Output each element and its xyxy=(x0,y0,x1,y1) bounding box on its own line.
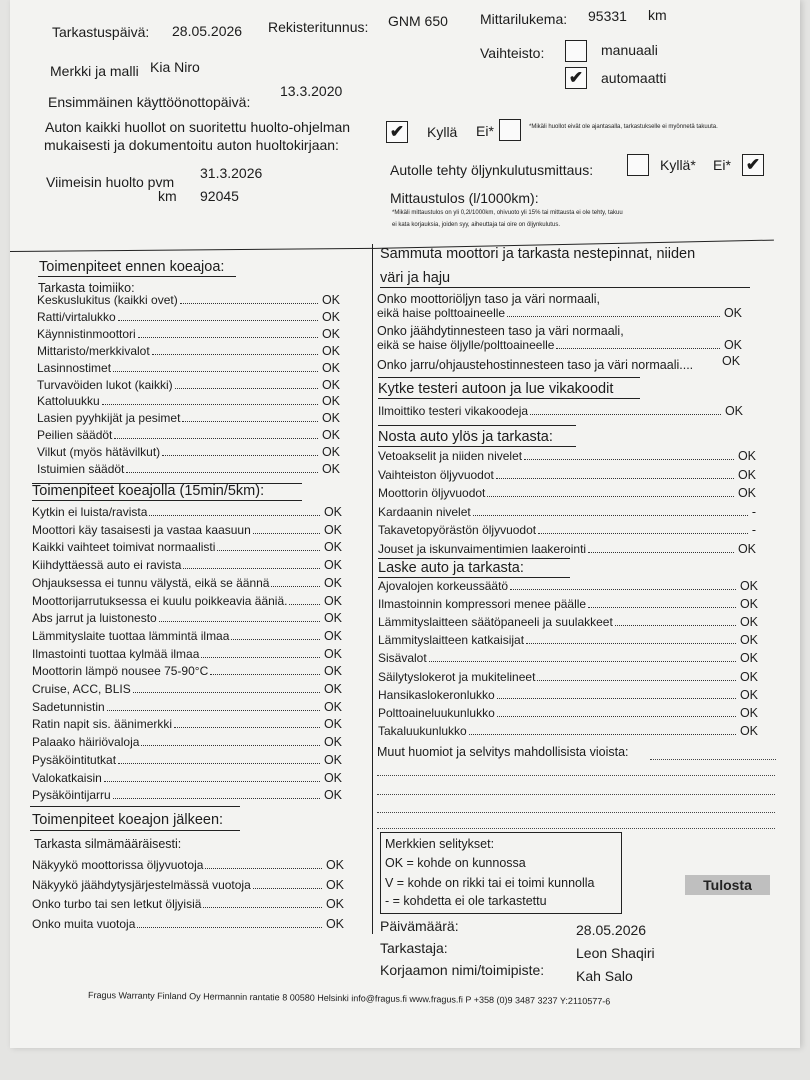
during-check-row-label: Cruise, ACC, BLIS xyxy=(32,682,131,696)
dot-leader xyxy=(137,927,322,928)
after-check-row xyxy=(32,917,344,931)
remarks-line[interactable] xyxy=(377,812,775,813)
lower-check-row-status: OK xyxy=(739,687,758,702)
service-no-checkbox[interactable] xyxy=(499,119,521,141)
after-title-underline xyxy=(30,830,240,831)
during-check-row-label: Palaako häiriövaloja xyxy=(32,735,140,750)
during-check-row-status: OK xyxy=(323,540,342,555)
lower-title-overline xyxy=(378,558,570,559)
during-check-row-status: OK xyxy=(323,752,342,767)
engine-off-title-line2: väri ja haju xyxy=(380,270,451,286)
lift-check-row-label: Jouset ja iskunvaimentimien laakerointi xyxy=(378,541,587,556)
before-check-row xyxy=(37,378,340,392)
dot-leader xyxy=(113,798,320,799)
last-service-date: 31.3.2026 xyxy=(200,165,263,181)
dot-leader xyxy=(180,303,318,304)
lower-check-row-status: OK xyxy=(739,705,758,720)
transmission-manual-label: manuaali xyxy=(601,42,658,58)
lower-title-underline xyxy=(378,577,570,578)
before-check-row-label: Vilkut (myös hätävilkut) xyxy=(37,445,161,460)
lower-check-row-label: Säilytyslokerot ja mukitelineet xyxy=(378,669,536,684)
tester-title-underline xyxy=(378,398,640,399)
during-check-row-status: OK xyxy=(323,788,342,803)
dot-leader xyxy=(429,661,736,662)
before-check-row xyxy=(37,462,340,476)
dot-leader xyxy=(133,692,320,693)
date-value: 28.05.2026 xyxy=(576,922,647,938)
dot-leader xyxy=(469,734,736,735)
transmission-label: Vaihteisto: xyxy=(480,45,545,61)
lower-check-row-status: OK xyxy=(739,723,758,738)
lift-check-row xyxy=(378,505,756,519)
oil-result-label: Mittaustulos (l/1000km): xyxy=(390,190,539,206)
print-button[interactable]: Tulosta xyxy=(685,875,770,895)
transmission-auto-checkbox[interactable]: ✔ xyxy=(565,67,587,89)
before-check-row-label: Ratti/virtalukko xyxy=(37,309,116,324)
lower-check-row xyxy=(378,688,758,702)
during-check-row xyxy=(32,647,342,661)
service-text-line2: mukaisesti ja dokumentoitu auton huoltokirjaan: xyxy=(44,137,339,153)
during-check-row-label: Ohjauksessa ei tunnu välystä, eikä se äännä xyxy=(32,575,270,590)
brake-fluid-status: OK xyxy=(722,354,741,368)
dot-leader xyxy=(182,421,318,422)
inspection-date-label: Tarkastuspäivä: xyxy=(52,24,150,40)
date-label: Päivämäärä: xyxy=(380,918,459,934)
lift-check-row xyxy=(378,486,756,500)
before-check-row xyxy=(37,428,340,442)
dot-leader xyxy=(174,727,320,728)
reg-label: Rekisteritunnus: xyxy=(268,19,369,35)
before-check-row-status: OK xyxy=(321,445,340,460)
during-check-row-status: OK xyxy=(323,717,342,732)
lower-check-row-label: Ilmastoinnin kompressori menee päälle xyxy=(378,597,587,612)
lower-check-row xyxy=(378,579,758,593)
dot-leader xyxy=(102,404,318,405)
during-check-row-status: OK xyxy=(323,682,342,696)
before-check-row-status: OK xyxy=(321,360,340,375)
remarks-line[interactable] xyxy=(377,775,775,776)
before-check-row-label: Käynnistinmoottori xyxy=(37,326,136,341)
lower-check-row-label: Lämmityslaitteen katkaisijat xyxy=(378,633,525,648)
lift-check-row-label: Vetoakselit ja niiden nivelet xyxy=(378,449,523,463)
during-check-row-status: OK xyxy=(323,770,342,785)
lower-check-row-label: Hansikaslokeronlukko xyxy=(378,687,495,702)
during-check-row-label: Kaikki vaihteet toimivat normaalisti xyxy=(32,540,216,555)
lift-check-row xyxy=(378,468,756,482)
lift-check-row-status: - xyxy=(751,504,756,519)
before-check-row xyxy=(37,361,340,375)
dot-leader xyxy=(138,337,318,338)
dot-leader xyxy=(126,472,318,473)
after-check-row-status: OK xyxy=(325,897,344,911)
remarks-line[interactable] xyxy=(377,828,775,829)
tester-row xyxy=(378,404,743,418)
during-check-row xyxy=(32,576,342,590)
during-check-row xyxy=(32,735,342,749)
lift-check-row xyxy=(378,449,756,463)
first-reg-date: 13.3.2020 xyxy=(280,83,343,99)
lift-title-underline xyxy=(378,446,576,447)
before-check-row-label: Keskuslukitus (kaikki ovet) xyxy=(37,293,178,307)
dot-leader xyxy=(107,710,320,711)
dot-leader xyxy=(487,496,734,497)
brake-fluid-question: Onko jarru/ohjaustehostinnesteen taso ja väri normaali.... xyxy=(377,358,694,372)
tester-title-overline xyxy=(378,377,640,378)
during-check-row xyxy=(32,523,342,537)
lower-check-row-status: OK xyxy=(739,633,758,648)
inspection-form xyxy=(10,0,800,1048)
dot-leader xyxy=(162,455,318,456)
before-title-underline xyxy=(38,276,236,277)
after-check-row xyxy=(32,878,344,892)
before-check-row-label: Turvavöiden lukot (kaikki) xyxy=(37,377,173,392)
dot-leader xyxy=(530,414,721,415)
during-check-row-status: OK xyxy=(323,575,342,590)
dot-leader xyxy=(538,533,748,534)
before-check-row xyxy=(37,394,340,408)
dot-leader xyxy=(159,621,320,622)
dot-leader xyxy=(183,568,320,569)
inspector-value: Leon Shaqiri xyxy=(576,945,655,961)
dot-leader xyxy=(556,348,719,349)
after-subtitle: Tarkasta silmämääräisesti: xyxy=(34,837,182,851)
during-test-drive-title: Toimenpiteet koeajolla (15min/5km): xyxy=(32,483,265,499)
legend-v: V = kohde on rikki tai ei toimi kunnolla xyxy=(385,876,595,890)
oil-note-line1: *Mikäli mittaustulos on yli 0,2l/1000km, ohivuoto yli 15% tai mittausta ei ole tehty, takuu xyxy=(392,210,623,216)
dot-leader xyxy=(149,515,320,516)
before-check-row-status: OK xyxy=(321,326,340,341)
before-check-row-status: OK xyxy=(321,309,340,324)
lift-check-row-status: - xyxy=(751,523,756,537)
before-check-row xyxy=(37,344,340,358)
during-check-row xyxy=(32,788,342,802)
during-check-row-status: OK xyxy=(323,558,342,573)
during-check-row-status: OK xyxy=(323,628,342,643)
lift-check-row-status: OK xyxy=(737,541,756,556)
column-divider xyxy=(372,244,373,934)
during-check-row xyxy=(32,558,342,572)
last-service-km: 92045 xyxy=(200,188,239,204)
service-yes-checkbox[interactable]: ✔ xyxy=(386,121,408,143)
during-check-row xyxy=(32,505,342,519)
before-check-row-status: OK xyxy=(321,377,340,392)
dot-leader xyxy=(113,371,318,372)
lower-check-row xyxy=(378,651,758,665)
coolant-status: OK xyxy=(723,338,742,352)
dot-leader xyxy=(253,533,320,534)
last-service-label: Viimeisin huolto pvm xyxy=(46,174,175,190)
dot-leader xyxy=(537,680,736,681)
before-check-row-status: OK xyxy=(321,394,340,409)
remarks-label: Muut huomiot ja selvitys mahdollisista vioista: xyxy=(377,745,629,759)
during-check-row-label: Lämmityslaite tuottaa lämmintä ilmaa xyxy=(32,628,230,643)
coolant-row xyxy=(377,338,742,352)
before-check-row xyxy=(37,310,340,324)
dot-leader xyxy=(253,888,322,889)
during-check-row xyxy=(32,540,342,554)
before-check-row-status: OK xyxy=(321,411,340,426)
coolant-question-line1: Onko jäähdytinnesteen taso ja väri normaali, xyxy=(377,324,624,338)
before-check-row-status: OK xyxy=(321,428,340,443)
during-check-row xyxy=(32,629,342,643)
lower-check-row-label: Ajovalojen korkeussäätö xyxy=(378,579,509,593)
dot-leader xyxy=(473,515,748,516)
lower-check-row xyxy=(378,706,758,720)
lift-check-row-status: OK xyxy=(737,449,756,463)
before-check-row xyxy=(37,293,340,307)
lower-check-row xyxy=(378,597,758,611)
during-check-row-label: Moottorin lämpö nousee 75-90°C xyxy=(32,664,209,679)
lower-check-row-status: OK xyxy=(739,597,758,612)
dot-leader xyxy=(588,552,734,553)
after-check-row xyxy=(32,858,344,872)
during-check-row-status: OK xyxy=(323,646,342,661)
legend-title: Merkkien selitykset: xyxy=(385,837,495,851)
during-check-row-status: OK xyxy=(323,505,342,519)
legend-box xyxy=(380,832,622,914)
inspection-date-value: 28.05.2026 xyxy=(172,23,243,39)
during-check-row-label: Moottorijarrutuksessa ei kuulu poikkeavia ääniä. xyxy=(32,593,288,608)
during-check-row xyxy=(32,682,342,696)
before-check-row-label: Lasien pyyhkijät ja pesimet xyxy=(37,411,181,426)
footer: Fragus Warranty Finland Oy Hermannin rantatie 8 00580 Helsinki info@fragus.fi www.fragus.fi P +358 (0)9 3487 3237 Y:2110577-6 xyxy=(87,990,611,1007)
lower-check-row xyxy=(378,615,758,629)
oil-level-question-line2: eikä haise polttoaineelle xyxy=(377,306,506,320)
dot-leader xyxy=(496,478,734,479)
during-check-row xyxy=(32,594,342,608)
before-test-drive-title: Toimenpiteet ennen koeajoa: xyxy=(39,259,225,275)
after-check-row-label: Onko turbo tai sen letkut öljyisiä xyxy=(32,897,202,911)
legend-dash: - = kohdetta ei ole tarkastettu xyxy=(385,894,547,908)
dot-leader xyxy=(104,781,320,782)
odometer-value: 95331 xyxy=(588,8,627,24)
oil-level-question-line1: Onko moottoriöljyn taso ja väri normaali, xyxy=(377,292,601,306)
during-check-row xyxy=(32,664,342,678)
after-check-row xyxy=(32,897,344,911)
dot-leader xyxy=(271,586,319,587)
during-check-row-label: Ilmastointi tuottaa kylmää ilmaa xyxy=(32,646,200,661)
before-check-row-status: OK xyxy=(321,343,340,358)
odometer-label: Mittarilukema: xyxy=(480,11,568,27)
after-check-row-status: OK xyxy=(325,916,344,931)
dot-leader xyxy=(175,388,318,389)
transmission-manual-checkbox[interactable] xyxy=(565,40,587,62)
reg-number: GNM 650 xyxy=(388,13,448,29)
first-reg-label: Ensimmäinen käyttöönottopäivä: xyxy=(48,94,251,110)
lower-check-row-status: OK xyxy=(739,669,758,684)
during-check-row-label: Sadetunnistin xyxy=(32,699,105,714)
last-service-km-label: km xyxy=(158,188,177,204)
lift-title: Nosta auto ylös ja tarkasta: xyxy=(378,429,553,445)
remarks-line[interactable] xyxy=(377,794,775,795)
dot-leader xyxy=(205,868,322,869)
lower-title: Laske auto ja tarkasta: xyxy=(378,560,524,576)
lower-check-row xyxy=(378,670,758,684)
after-check-row-status: OK xyxy=(325,858,344,872)
service-no-label: Ei* xyxy=(476,123,494,139)
during-check-row-status: OK xyxy=(323,522,342,537)
during-check-row-status: OK xyxy=(323,593,342,608)
oil-note-line2: ei kata korjauksia, joiden syy, aiheuttaja tai oire on öljynkulutus. xyxy=(392,222,560,228)
dot-leader xyxy=(118,763,320,764)
oil-test-yes-label: Kyllä* xyxy=(660,157,696,173)
dot-leader xyxy=(497,698,736,699)
before-subtitle: Tarkasta toimiiko: xyxy=(38,281,135,295)
legend-ok: OK = kohde on kunnossa xyxy=(385,856,526,870)
dot-leader xyxy=(217,550,320,551)
before-check-row-status: OK xyxy=(321,293,340,307)
during-check-row-status: OK xyxy=(323,699,342,714)
during-check-row xyxy=(32,717,342,731)
lower-check-row xyxy=(378,633,758,647)
lower-check-row-status: OK xyxy=(739,615,758,630)
dot-leader xyxy=(510,589,736,590)
during-title-underline xyxy=(32,500,302,501)
lift-check-row-label: Kardaanin nivelet xyxy=(378,504,471,519)
dot-leader xyxy=(152,354,318,355)
after-check-row-label: Näkyykö moottorissa öljyvuotoja xyxy=(32,858,204,872)
service-yes-label: Kyllä xyxy=(427,124,458,140)
lift-check-row xyxy=(378,523,756,537)
during-check-row-label: Pysäköintitutkat xyxy=(32,752,117,767)
lift-check-row-status: OK xyxy=(737,486,756,500)
lift-check-row-label: Takavetopyörästön öljyvuodot xyxy=(378,523,537,537)
lift-check-row-label: Vaihteiston öljyvuodot xyxy=(378,467,494,482)
before-check-row-label: Lasinnostimet xyxy=(37,360,112,375)
during-check-row-status: OK xyxy=(323,664,342,679)
dot-leader xyxy=(114,438,318,439)
oil-level-status: OK xyxy=(723,306,742,320)
lower-check-row-label: Takaluukunlukko xyxy=(378,723,467,738)
tester-title: Kytke testeri autoon ja lue vikakoodit xyxy=(378,381,614,397)
after-check-row-status: OK xyxy=(325,877,344,892)
during-check-row-label: Pysäköintijarru xyxy=(32,788,111,803)
coolant-question-line2: eikä se haise öljylle/polttoaineelle xyxy=(377,338,555,352)
before-check-row xyxy=(37,411,340,425)
during-check-row-label: Kytkin ei luista/ravista xyxy=(32,505,148,519)
during-check-row xyxy=(32,611,342,625)
oil-test-yes-checkbox[interactable] xyxy=(627,154,649,176)
dot-leader xyxy=(588,607,736,608)
oil-test-label: Autolle tehty öljynkulutusmittaus: xyxy=(390,162,594,178)
dot-leader xyxy=(497,716,736,717)
remarks-line[interactable] xyxy=(650,759,776,760)
during-check-row xyxy=(32,753,342,767)
dot-leader xyxy=(203,907,322,908)
dot-leader xyxy=(231,639,320,640)
oil-test-no-checkbox[interactable]: ✔ xyxy=(742,154,764,176)
lift-title-overline xyxy=(378,425,576,426)
during-check-row-label: Moottori käy tasaisesti ja vastaa kaasuun xyxy=(32,522,251,537)
service-note: *Mikäli huollot eivät ole ajantasalla, tarkastukselle ei myönnetä takuuta. xyxy=(529,124,718,130)
during-check-row-label: Abs jarrut ja luistonesto xyxy=(32,611,157,626)
odometer-unit: km xyxy=(648,7,667,23)
workshop-value: Kah Salo xyxy=(576,968,633,984)
lower-check-row-label: Lämmityslaitteen säätöpaneeli ja suulakkeet xyxy=(378,615,613,630)
dot-leader xyxy=(507,316,720,317)
before-check-row-label: Kattoluukku xyxy=(37,394,100,409)
after-check-row-label: Onko muita vuotoja xyxy=(32,916,136,931)
before-check-row xyxy=(37,445,340,459)
dot-leader xyxy=(524,459,734,460)
after-check-row-label: Näkyykö jäähdytysjärjestelmässä vuotoja xyxy=(32,877,251,892)
lower-check-row-label: Polttoaineluukunlukko xyxy=(378,705,495,720)
tester-row-status: OK xyxy=(724,404,743,418)
inspector-label: Tarkastaja: xyxy=(380,940,448,956)
oil-level-row xyxy=(377,306,742,320)
dot-leader xyxy=(615,625,736,626)
service-text-line1: Auton kaikki huollot on suoritettu huolto-ohjelman xyxy=(45,119,351,135)
dot-leader xyxy=(526,643,736,644)
transmission-auto-label: automaatti xyxy=(601,70,667,86)
before-check-row-label: Peilien säädöt xyxy=(37,428,113,443)
dot-leader xyxy=(201,657,320,658)
tester-row-label: Ilmoittiko testeri vikakoodeja xyxy=(378,404,529,418)
during-check-row xyxy=(32,700,342,714)
during-check-row-status: OK xyxy=(323,735,342,750)
lift-check-row-status: OK xyxy=(737,467,756,482)
after-title-overline xyxy=(30,806,240,807)
dot-leader xyxy=(210,674,320,675)
engine-off-underline xyxy=(380,287,750,288)
during-check-row-label: Kiihdyttäessä auto ei ravista xyxy=(32,558,182,573)
before-check-row-label: Istuimien säädöt xyxy=(37,462,125,476)
before-check-row-status: OK xyxy=(321,462,340,476)
dot-leader xyxy=(289,604,319,605)
during-check-row-label: Ratin napit sis. äänimerkki xyxy=(32,717,173,732)
before-check-row-label: Mittaristo/merkkivalot xyxy=(37,343,150,358)
after-test-drive-title: Toimenpiteet koeajon jälkeen: xyxy=(32,812,224,828)
during-check-row xyxy=(32,771,342,785)
lift-check-row xyxy=(378,542,756,556)
lower-check-row-label: Sisävalot xyxy=(378,651,427,666)
lift-check-row-label: Moottorin öljyvuodot xyxy=(378,486,486,500)
engine-off-title-line1: Sammuta moottori ja tarkasta nestepinnat, niiden xyxy=(380,246,696,262)
lower-check-row xyxy=(378,724,758,738)
oil-test-no-label: Ei* xyxy=(713,157,731,173)
during-check-row-status: OK xyxy=(323,611,342,626)
header-divider-left xyxy=(10,248,372,252)
dot-leader xyxy=(118,320,318,321)
dot-leader xyxy=(141,745,320,746)
before-check-row xyxy=(37,327,340,341)
make-model-value: Kia Niro xyxy=(150,59,200,75)
workshop-label: Korjaamon nimi/toimipiste: xyxy=(380,962,545,978)
lower-check-row-status: OK xyxy=(739,651,758,666)
lower-check-row-status: OK xyxy=(739,579,758,593)
during-check-row-label: Valokatkaisin xyxy=(32,770,102,785)
make-model-label: Merkki ja malli xyxy=(50,63,139,79)
